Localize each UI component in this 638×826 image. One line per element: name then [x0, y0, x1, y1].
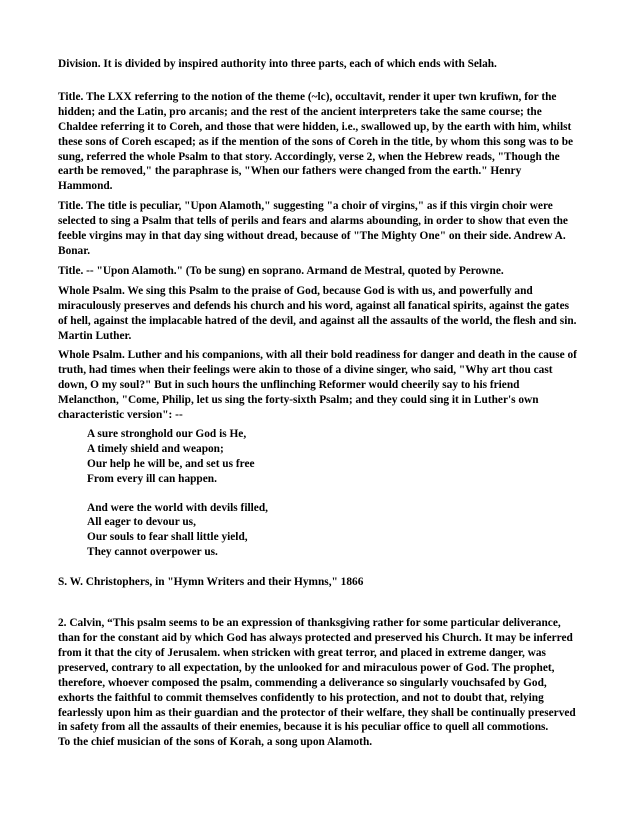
- division-paragraph: Division. It is divided by inspired authority into three parts, each of which ends with Selah.: [58, 58, 497, 70]
- whole-psalm-luther-paragraph: Whole Psalm. We sing this Psalm to the praise of God, because God is with us, and powerfully and miraculously preserves and defends his church and his word, against all fanatical spirits, against the gates of hell, against the implacable hatred of the devil, and against all the assaults of the world, the flesh and sin. Martin Luther.: [58, 284, 577, 342]
- hymn-line: And were the world with devils filled,: [87, 501, 268, 514]
- hymn-line: A sure stronghold our God is He,: [87, 427, 247, 440]
- hymn-line: Our souls to fear shall little yield,: [87, 531, 248, 544]
- hymn-line: All eager to devour us,: [87, 516, 196, 529]
- stanza-break: [87, 487, 578, 501]
- hymn-verse: [87, 427, 578, 560]
- title-peculiar-paragraph: Title. The title is peculiar, "Upon Alamoth," suggesting "a choir of virgins," as if this virgin choir were selected to sing a Psalm that tells of perils and fears and alarms abounding, in order to show that even the feeble virgins may in that day sing without dread, because of "The Mighty One" on their side. Andrew A. Bonar.: [58, 200, 568, 257]
- whole-psalm-companions-paragraph: Whole Psalm. Luther and his companions, with all their bold readiness for danger and death in the cause of truth, had times when their feelings were akin to those of a divine singer, who said, "Why art thou cast down, O my soul?" But in such hours the unflinching Reformer would cheerily say to his friend Melancthon, "Come, Philip, let us sing the forty-sixth Psalm; and they could sing it in Luther's own characteristic version": --: [58, 349, 577, 422]
- calvin-paragraph: 2. Calvin, “This psalm seems to be an expression of thanksgiving rather for some particular deliverance, than for the constant aid by which God has always protected and preserved his Church. It may be inferred from it that the city of Jerusalem. when stricken with great terror, and placed in extreme danger, was preserved, contrary to all expectation, by the unlooked for and miraculous power of God. The prophet, therefore, whoever composed the psalm, commending a deliverance so singularly vouchsafed by God, exhorts the faithful to commit themselves confidently to his protection, and not to doubt that, relying fearlessly upon him as their guardian and the protector of their welfare, they shall be continually preserved in safety from all the assaults of their enemies, because it is his peculiar office to quell all commotions.: [58, 617, 576, 734]
- title-lxx-paragraph: Title. The LXX referring to the notion of the theme (~lc), occultavit, render it uper twn krufiwn, for the hidden; and the Latin, pro arcanis; and the rest of the ancient interpreters take the same course; the Chaldee referring it to Coreh, and those that were hidden, i.e., swallowed up, by the earth with him, whilst these sons of Coreh escaped; as if the mention of the sons of Coreh in the title, by whom this song was to be sung, referred the whole Psalm to that story. Accordingly, verse 2, when the Hebrew reads, "Though the earth be removed," the paraphrase is, "When our fathers were changed from the earth." Henry Hammond.: [58, 90, 574, 193]
- hymn-line: A timely shield and weapon;: [87, 442, 224, 455]
- hymn-line: From every ill can happen.: [87, 472, 217, 485]
- attribution-line: S. W. Christophers, in "Hymn Writers and their Hymns," 1866: [58, 576, 364, 589]
- title-soprano-paragraph: Title. -- "Upon Alamoth." (To be sung) en soprano. Armand de Mestral, quoted by Perowne.: [58, 264, 504, 277]
- hymn-line: They cannot overpower us.: [87, 546, 218, 559]
- document-page: [58, 57, 578, 750]
- superscription-line: To the chief musician of the sons of Korah, a song upon Alamoth.: [58, 736, 373, 749]
- hymn-line: Our help he will be, and set us free: [87, 457, 255, 470]
